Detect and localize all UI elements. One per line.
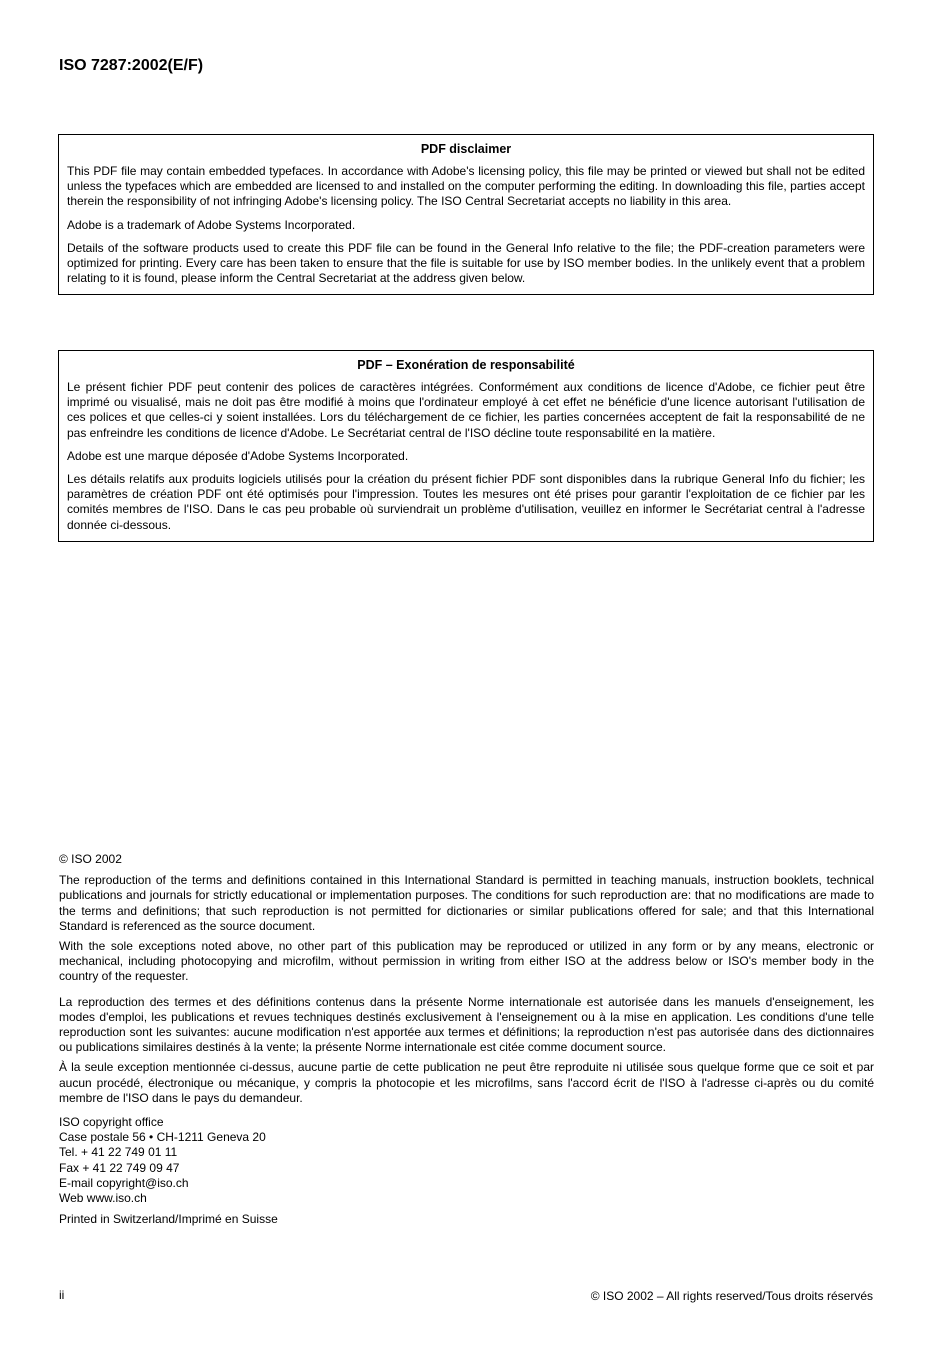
exoneration-paragraph: Les détails relatifs aux produits logiciels utilisés pour la création du présent fichier PDF sont disponibles dans la rubrique General Info du fichier; les paramètres de création PDF ont été optimisés pour l'impression. Toutes les mesures ont été prises pour garantir l'exploitation de ce fichier par les comités membres de l'ISO. Dans le cas peu probable où surviendrait un problème d'utilisation, veuillez en informer le Secrétariat central à l'adresse donnée ci-dessous. bbox=[67, 472, 865, 532]
address-line: Case postale 56 • CH-1211 Geneva 20 bbox=[59, 1130, 266, 1145]
document-id: ISO 7287:2002(E/F) bbox=[59, 57, 204, 74]
exoneration-paragraph: Le présent fichier PDF peut contenir des polices de caractères intégrées. Conformément aux conditions de licence d'Adobe, ce fichier peut être imprimé ou visualisé, mais ne doit pas être modifié à moins que l'ordinateur employé à cet effet ne bénéficie d'une licence autorisant l'utilisation de ces polices et que celles-ci y soient installées. Lors du téléchargement de ce fichier, les parties concernées acceptent de fait la responsabilité de ne pas enfreindre les conditions de licence d'Adobe. Le Secrétariat central de l'ISO décline toute responsabilité en la matière. bbox=[67, 380, 865, 440]
copyright-office-address bbox=[59, 1115, 874, 1206]
pdf-disclaimer-box bbox=[58, 134, 874, 295]
disclaimer-paragraph: This PDF file may contain embedded typefaces. In accordance with Adobe's licensing policy, this file may be printed or viewed but shall not be edited unless the typefaces which are embedded are licensed to and installed on the computer performing the editing. In downloading this file, parties accept therein the responsibility of not infringing Adobe's licensing policy. The ISO Central Secretariat accepts no liability in this area. bbox=[67, 164, 865, 209]
address-line: ISO copyright office bbox=[59, 1115, 164, 1130]
address-line: Tel. + 41 22 749 01 11 bbox=[59, 1145, 178, 1160]
pdf-disclaimer-title: PDF disclaimer bbox=[420, 142, 512, 156]
disclaimer-paragraph: Adobe is a trademark of Adobe Systems Incorporated. bbox=[67, 217, 356, 232]
copyright-paragraph-fr: La reproduction des termes et des définitions contenus dans la présente Norme internationale est autorisée dans les manuels d'enseignement, les modes d'emploi, les publications et revues techniques destinés exclusivement à l'enseignement ou à la mise en application. Les conditions d'une telle reproduction sont les suivantes: aucune modification n'est apportée aux termes et définitions; la reproduction n'est pas autorisée dans des dictionnaires ou publications similaires destinés à la vente; la présente Norme internationale est citée comme document source. bbox=[59, 994, 874, 1055]
pdf-exoneration-title: PDF – Exonération de responsabilité bbox=[357, 358, 575, 372]
address-line: Web www.iso.ch bbox=[59, 1191, 147, 1206]
copyright-section bbox=[59, 852, 874, 1227]
footer-rights: © ISO 2002 – All rights reserved/Tous droits réservés bbox=[590, 1289, 873, 1303]
address-line: E-mail copyright@iso.ch bbox=[59, 1175, 189, 1190]
copyright-paragraph-fr: À la seule exception mentionnée ci-dessus, aucune partie de cette publication ne peut être reproduite ni utilisée sous quelque forme que ce soit et par aucun procédé, électronique ou mécanique, y compris la photocopie et les microfilms, sans l'accord écrit de l'ISO à l'adresse ci-après ou du comité membre de l'ISO dans le pays du demandeur. bbox=[59, 1060, 874, 1105]
address-line: Fax + 41 22 749 09 47 bbox=[59, 1160, 180, 1175]
disclaimer-paragraph: Details of the software products used to create this PDF file can be found in the General Info relative to the file; the PDF-creation parameters were optimized for printing. Every care has been taken to ensure that the file is suitable for use by ISO member bodies. In the unlikely event that a problem relating to it is found, please inform the Central Secretariat at the address given below. bbox=[67, 240, 865, 286]
printed-in: Printed in Switzerland/Imprimé en Suisse bbox=[59, 1212, 278, 1227]
copyright-notice: © ISO 2002 bbox=[59, 852, 122, 866]
exoneration-paragraph: Adobe est une marque déposée d'Adobe Systems Incorporated. bbox=[67, 448, 409, 463]
page-number: ii bbox=[59, 1288, 65, 1302]
pdf-exoneration-box bbox=[58, 350, 874, 542]
copyright-paragraph-en: With the sole exceptions noted above, no other part of this publication may be reproduced or utilized in any form or by any means, electronic or mechanical, including photocopying and microfilm, without permission in writing from either ISO at the address below or ISO's member body in the country of the requester. bbox=[59, 939, 874, 984]
copyright-paragraph-en: The reproduction of the terms and definitions contained in this International Standard is permitted in teaching manuals, instruction booklets, technical publications and journals for strictly educational or implementation purposes. The conditions for such reproduction are: that no modifications are made to the terms and definitions; that such reproduction is not permitted for dictionaries or similar publications offered for sale; and that this International Standard is referenced as the source document. bbox=[59, 873, 874, 933]
